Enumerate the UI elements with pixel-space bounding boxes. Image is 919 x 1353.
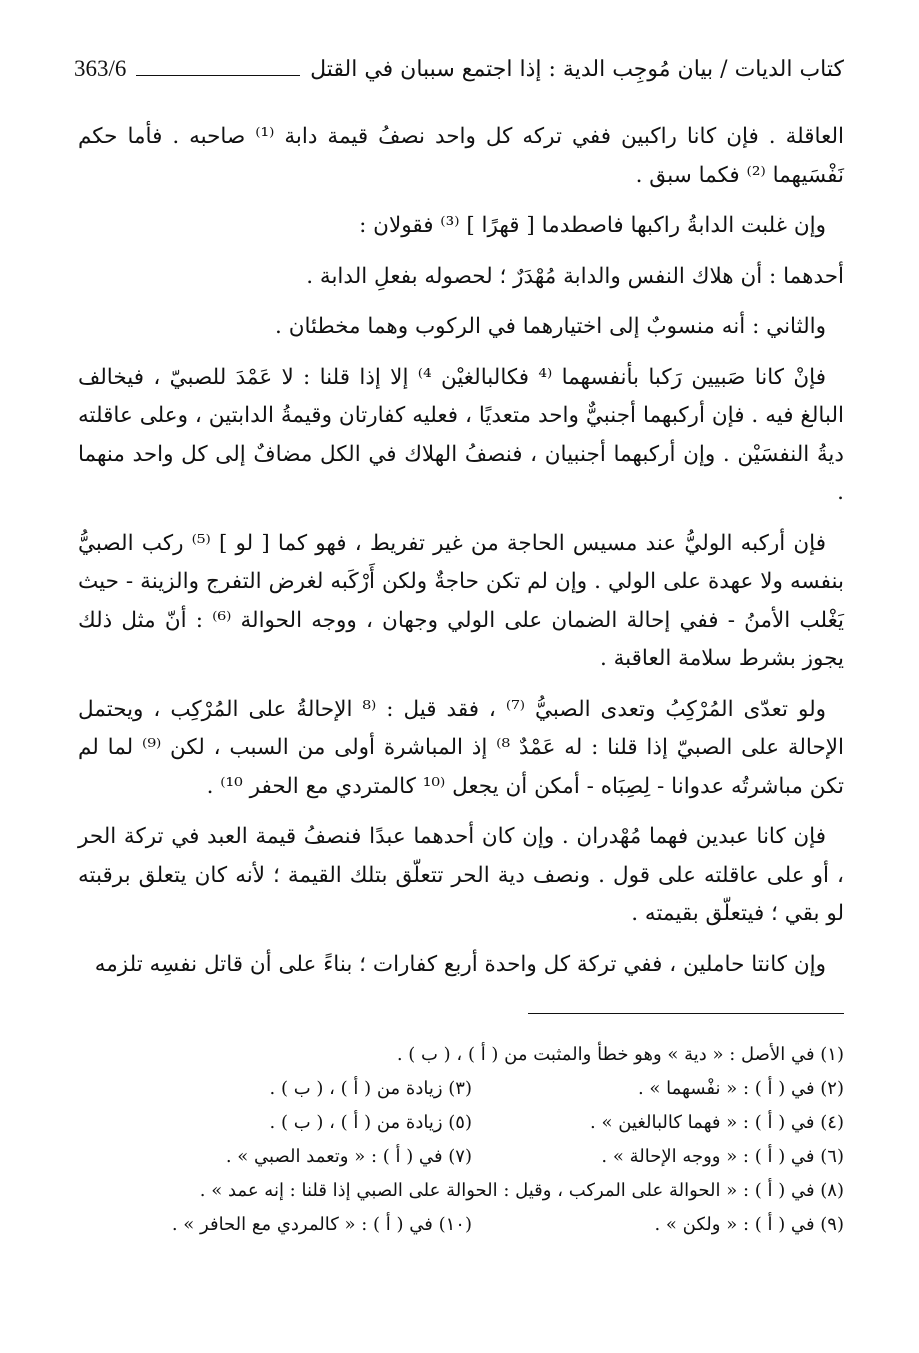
footnote: (٨) في ( أ ) : « الحوالة على المركب ، وقيل : الحوالة على الصبي إذا قلنا : إنه عمد » .: [199, 1180, 844, 1201]
footnote: (١٠) في ( أ ) : « كالمردي مع الحافر » .: [171, 1214, 472, 1235]
paragraph: وإن كانتا حاملين ، ففي تركة كل واحدة أربع كفارات ؛ بناءً على أن قاتل نفسِه تلزمه: [94, 951, 826, 977]
paragraph: والثاني : أنه منسوبٌ إلى اختيارهما في الركوب وهما مخطئان .: [275, 314, 826, 339]
paragraph: فإن أركبه الوليُّ عند مسيس الحاجة من غير تفريط ، فهو كما [ لو ] ⁽⁵⁾ ركب الصبيُّ بنفسه ولا عهدة على الولي . وإن لم تكن حاجةٌ ولكن أَرْكَبه لغرض التفرج والزينة - حيث يَغْلب الأمنُ - ففي إحالة الضمان على الولي وجهان ، ووجه الحوالة ⁽⁶⁾ : أنّ مثل ذلك يجوز بشرط سلامة العاقبة .: [78, 530, 845, 671]
running-title: كتاب الديات / بيان مُوجِب الدية : إذا اجتمع سببان في القتل: [310, 57, 844, 82]
footnote-separator: [528, 1013, 844, 1014]
footnotes: [120, 1038, 844, 1242]
footnote: (٦) في ( أ ) : « ووجه الإحالة » .: [601, 1146, 844, 1167]
footnote: (٣) زيادة من ( أ ) ، ( ب ) .: [269, 1078, 472, 1099]
footnote: (٤) في ( أ ) : « فهما كالبالغين » .: [590, 1112, 844, 1133]
footnote: (٢) في ( أ ) : « نفْسهما » .: [637, 1078, 844, 1099]
footnote: (٩) في ( أ ) : « ولكن » .: [654, 1214, 844, 1235]
paragraph: أحدهما : أن هلاك النفس والدابة مُهْدَرٌ ؛ لحصوله بفعلِ الدابة .: [306, 263, 844, 289]
body-text: [78, 118, 844, 996]
footnote-row: [120, 1140, 844, 1174]
footnote: (١) في الأصل : « دية » وهو خطأ والمثبت من ( أ ) ، ( ب ) .: [396, 1044, 844, 1065]
paragraph: العاقلة . فإن كانا راكبين ففي تركه كل واحد نصفُ قيمة دابة ⁽¹⁾ صاحبه . فأما حكم نَفْسَيهما ⁽²⁾ فكما سبق .: [78, 124, 844, 188]
footnote-row: [120, 1072, 844, 1106]
header-rule: [136, 74, 300, 76]
paragraph: فإن كانا عبدين فهما مُهْدران . وإن كان أحدهما عبدًا فنصفُ قيمة العبد في تركة الحر ، أو على عاقلته على قول . ونصف دية الحر تتعلّق بتلك القيمة ؛ لأنه كان يتعلق برقبته لو بقي ؛ فيتعلّق بقيمته .: [78, 824, 844, 926]
footnote-row: [120, 1208, 844, 1242]
footnote: (٥) زيادة من ( أ ) ، ( ب ) .: [269, 1112, 472, 1133]
page-number: 363/6: [74, 56, 127, 81]
footnote-row: [120, 1106, 844, 1140]
paragraph: فإنْ كانا صَبيين رَكبا بأنفسهما ⁽⁴ فكالبالغيْن ⁴⁾ إلا إذا قلنا : لا عَمْدَ للصبيّ ، فيخالف البالغ فيه . فإن أركبهما أجنبيٌّ واحد متعديًا ، فعليه كفارتان وقيمةُ الدابتين ، وعلى عاقلته ديةُ النفسَيْن . وإن أركبهما أجنبيان ، فنصفُ الهلاك في الكل مضافٌ إلى كل واحد منهما .: [78, 364, 844, 505]
footnote: (٧) في ( أ ) : « وتعمد الصبي » .: [225, 1146, 472, 1167]
paragraph: وإن غلبت الدابةُ راكبها فاصطدما [ قهرًا ] ⁽³⁾ فقولان :: [359, 213, 826, 238]
running-header: [74, 56, 844, 96]
paragraph: ولو تعدّى المُرْكِبُ وتعدى الصبيُّ ⁽⁷⁾ ، فقد قيل : ⁽⁸ الإحالةُ على المُرْكِب ، ويحتمل الإحالة على الصبيّ إذا قلنا : له عَمْدٌ ⁸⁾ إذ المباشرة أولى من السبب ، لكن ⁽⁹⁾ لما لم تكن مباشرتُه عدوانا - لِصِبَاه - أمكن أن يجعل ⁽¹⁰ كالمتردي مع الحفر ¹⁰⁾ .: [78, 696, 844, 799]
